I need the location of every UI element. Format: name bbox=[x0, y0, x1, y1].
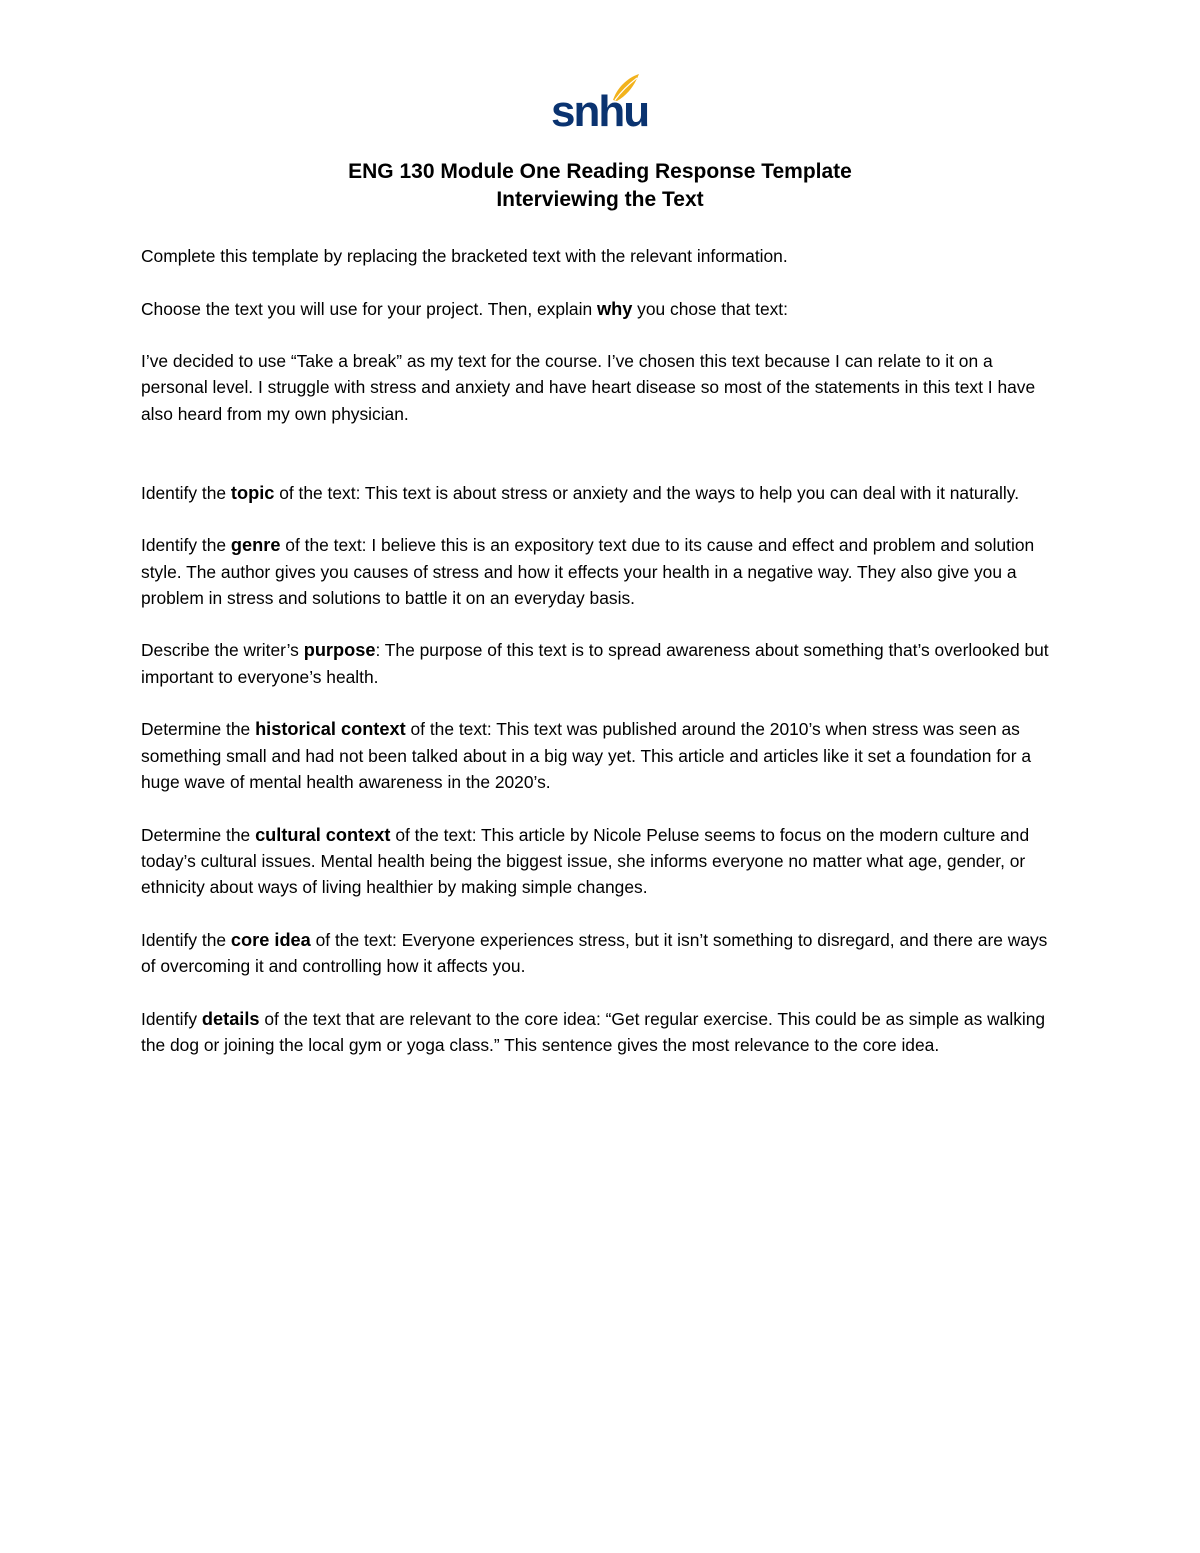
instructions-paragraph: Complete this template by replacing the bracketed text with the relevant information. bbox=[141, 246, 788, 266]
purpose-suffix: : The purpose of this text is to spread awareness about something that’s overlooked but important to everyone’s health. bbox=[141, 640, 1049, 687]
historical-context-paragraph bbox=[141, 716, 1061, 795]
core-idea-prefix: Identify the bbox=[141, 929, 231, 950]
genre-paragraph bbox=[141, 532, 1061, 611]
details-keyword: details bbox=[201, 1008, 260, 1029]
choose-prompt bbox=[141, 296, 1061, 322]
details-suffix: of the text that are relevant to the core idea: “Get regular exercise. This could be as simple as walking the dog or joining the local gym or yoga class.” This sentence gives the most relevance to the core idea. bbox=[141, 1008, 1046, 1055]
core-idea-keyword: core idea bbox=[230, 929, 311, 950]
purpose-prefix: Describe the writer’s bbox=[141, 640, 304, 661]
cultural-prefix: Determine the bbox=[141, 824, 256, 845]
logo-wordmark: snhu bbox=[551, 87, 649, 136]
genre-keyword: genre bbox=[230, 535, 281, 556]
genre-suffix: of the text: I believe this is an expository text due to its cause and effect and problem and solution style. The author gives you causes of stress and how it effects your health in a negative way. They also give you a problem in stress and solutions to battle it on an everyday basis. bbox=[141, 535, 1035, 608]
topic-paragraph bbox=[141, 480, 1061, 506]
choice-answer-paragraph: I’ve decided to use “Take a break” as my text for the course. I’ve chosen this text because I can relate to it on a personal level. I struggle with stress and anxiety and have heart disease so most of the statements in this text I have also heard from my own physician. bbox=[141, 351, 1036, 424]
purpose-paragraph bbox=[141, 637, 1061, 690]
topic-suffix: of the text: This text is about stress or anxiety and the ways to help you can deal with it naturally. bbox=[274, 482, 1020, 503]
details-prefix: Identify bbox=[141, 1008, 202, 1029]
choose-prefix: Choose the text you will use for your project. Then, explain bbox=[141, 298, 597, 319]
core-idea-paragraph bbox=[141, 927, 1061, 980]
cultural-context-paragraph bbox=[141, 822, 1061, 901]
historical-suffix: of the text: This text was published around the 2010’s when stress was seen as something small and had not been talked about in a big way yet. This article and articles like it set a foundation for a huge wave of mental health awareness in the 2020’s. bbox=[141, 719, 1032, 792]
genre-prefix: Identify the bbox=[141, 535, 231, 556]
core-idea-suffix: of the text: Everyone experiences stress, but it isn’t something to disregard, and there are ways of overcoming it and controlling how it affects you. bbox=[141, 929, 1048, 977]
topic-prefix: Identify the bbox=[141, 482, 231, 503]
snhu-logo bbox=[551, 70, 649, 136]
cultural-keyword: cultural context bbox=[255, 824, 391, 845]
document-body bbox=[141, 243, 1061, 1085]
historical-prefix: Determine the bbox=[141, 719, 256, 740]
choose-keyword: why bbox=[596, 298, 633, 319]
document-header bbox=[0, 158, 1200, 214]
historical-keyword: historical context bbox=[255, 719, 406, 740]
page-subtitle: Interviewing the Text bbox=[496, 188, 704, 211]
cultural-suffix: of the text: This article by Nicole Peluse seems to focus on the modern culture and today’s cultural issues. Mental health being the biggest issue, she informs everyone no matter what age, gender, or ethnicity about ways of living healthier by making simple changes. bbox=[141, 824, 1030, 898]
purpose-keyword: purpose bbox=[303, 640, 376, 661]
details-paragraph bbox=[141, 1006, 1061, 1059]
page-title: ENG 130 Module One Reading Response Template bbox=[348, 160, 852, 183]
choose-suffix: you chose that text: bbox=[632, 298, 788, 319]
topic-keyword: topic bbox=[230, 482, 275, 503]
